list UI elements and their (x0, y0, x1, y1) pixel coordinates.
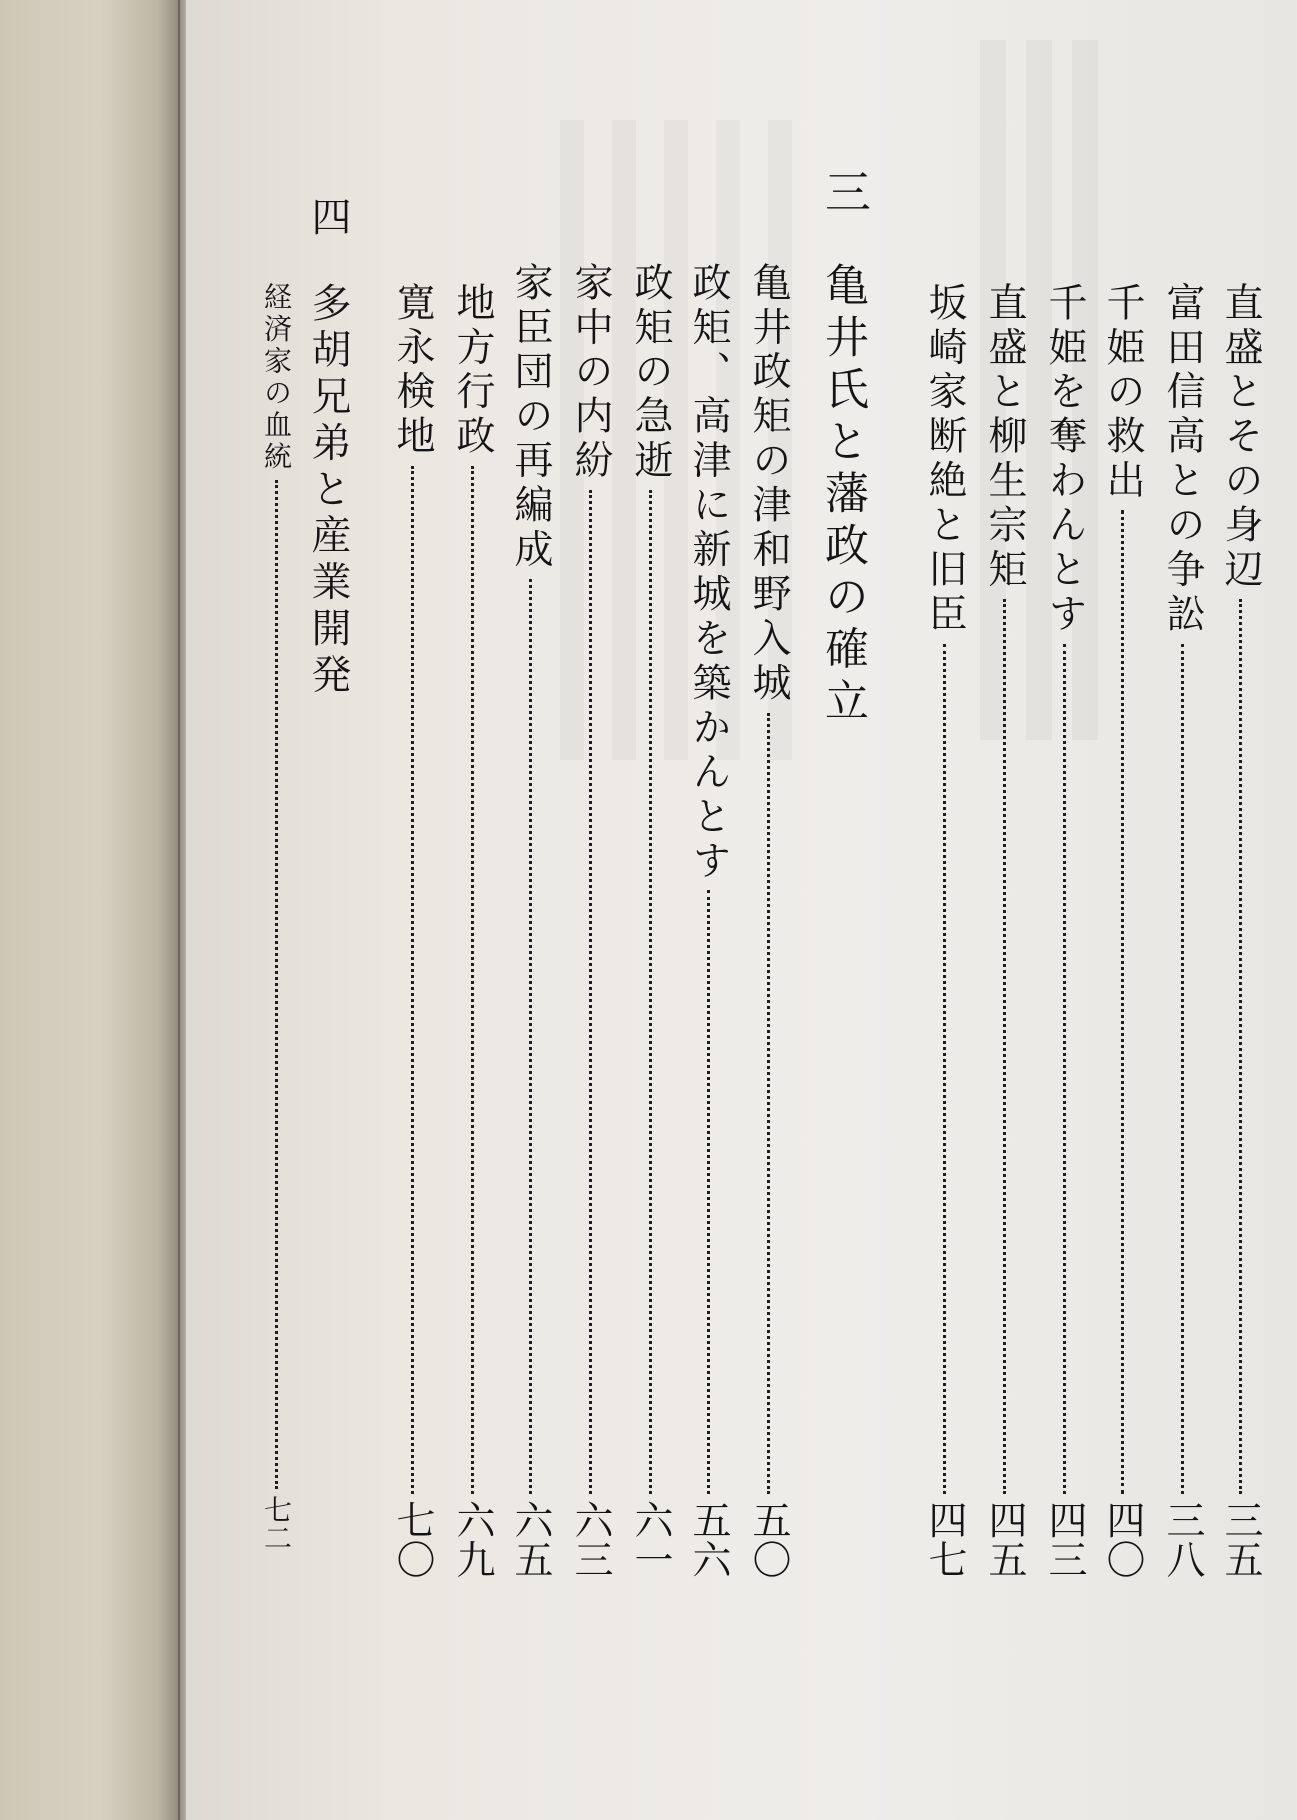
toc-entry-page: 七二 (260, 1494, 293, 1552)
dot-leader (943, 644, 946, 1495)
toc-entry-title: 直盛とその身辺 (1218, 282, 1263, 594)
toc-entry[interactable] (562, 262, 618, 1580)
toc-entry-title: 寛永検地 (390, 282, 435, 460)
toc-entry-title: 千姫を奪わんとす (1042, 282, 1087, 638)
toc-entry[interactable] (916, 282, 972, 1580)
toc-entry-title: 家中の内紛 (568, 262, 613, 485)
toc-entry-title: 亀井政矩の津和野入城 (746, 262, 791, 707)
toc-entry[interactable] (444, 282, 500, 1580)
toc-entry-page: 四三 (1042, 1500, 1087, 1580)
dot-leader (767, 713, 770, 1495)
toc-entry-title: 直盛と柳生宗矩 (982, 282, 1027, 594)
toc-entry-page: 三五 (1218, 1500, 1263, 1580)
toc-entry[interactable] (622, 262, 678, 1580)
toc-entry-title: 富田信高との争訟 (1160, 282, 1205, 638)
toc-entry[interactable] (502, 262, 558, 1580)
dot-leader (707, 890, 710, 1494)
toc-entry[interactable] (384, 282, 440, 1580)
dot-leader (529, 579, 532, 1494)
toc-entry-page: 五六 (686, 1500, 731, 1580)
toc-entry[interactable] (740, 262, 796, 1580)
toc-entry-title: 千姫の救出 (1100, 282, 1145, 505)
dot-leader (471, 466, 474, 1495)
toc-entry-title: 地方行政 (450, 282, 495, 460)
toc-entry[interactable] (976, 282, 1032, 1580)
toc-entry-page: 六三 (568, 1500, 613, 1580)
toc-entry[interactable] (1212, 282, 1268, 1580)
toc-entry[interactable] (1094, 282, 1150, 1580)
toc-entry-page: 七〇 (390, 1500, 435, 1580)
toc-entry-page: 四〇 (1100, 1500, 1145, 1580)
chapter-title[interactable]: 亀井氏と藩政の確立 (817, 262, 868, 730)
toc-entry[interactable] (1036, 282, 1092, 1580)
toc-entry-title: 家臣団の再編成 (508, 262, 553, 574)
toc-entry[interactable] (256, 282, 296, 1552)
toc-entry-title: 政矩の急逝 (628, 262, 673, 485)
chapter-number: 四 (305, 196, 351, 236)
toc-entry-title: 経済家の血統 (260, 282, 293, 474)
chapter-title[interactable]: 多胡兄弟と産業開発 (305, 282, 351, 700)
dot-leader (1121, 510, 1124, 1494)
dot-leader (1181, 644, 1184, 1495)
toc-entry[interactable] (1154, 282, 1210, 1580)
facing-page (0, 0, 180, 1820)
toc-entry-title: 坂崎家断絶と旧臣 (922, 282, 967, 638)
dot-leader (1003, 599, 1006, 1494)
dot-leader (411, 466, 414, 1495)
toc-entry-page: 六五 (508, 1500, 553, 1580)
toc-entry[interactable] (680, 262, 736, 1580)
dot-leader (1063, 644, 1066, 1495)
toc-entry-page: 三八 (1160, 1500, 1205, 1580)
dot-leader (589, 490, 592, 1494)
toc-entry-page: 五〇 (746, 1500, 791, 1580)
dot-leader (1239, 599, 1242, 1494)
toc-entry-page: 六一 (628, 1500, 673, 1580)
dot-leader (275, 480, 278, 1489)
toc-entry-page: 四五 (982, 1500, 1027, 1580)
dot-leader (649, 490, 652, 1494)
toc-entry-page: 六九 (450, 1500, 495, 1580)
toc-entry-title: 政矩、高津に新城を築かんとす (686, 262, 731, 885)
toc-entry-page: 四七 (922, 1500, 967, 1580)
chapter-number: 三 (818, 168, 872, 214)
